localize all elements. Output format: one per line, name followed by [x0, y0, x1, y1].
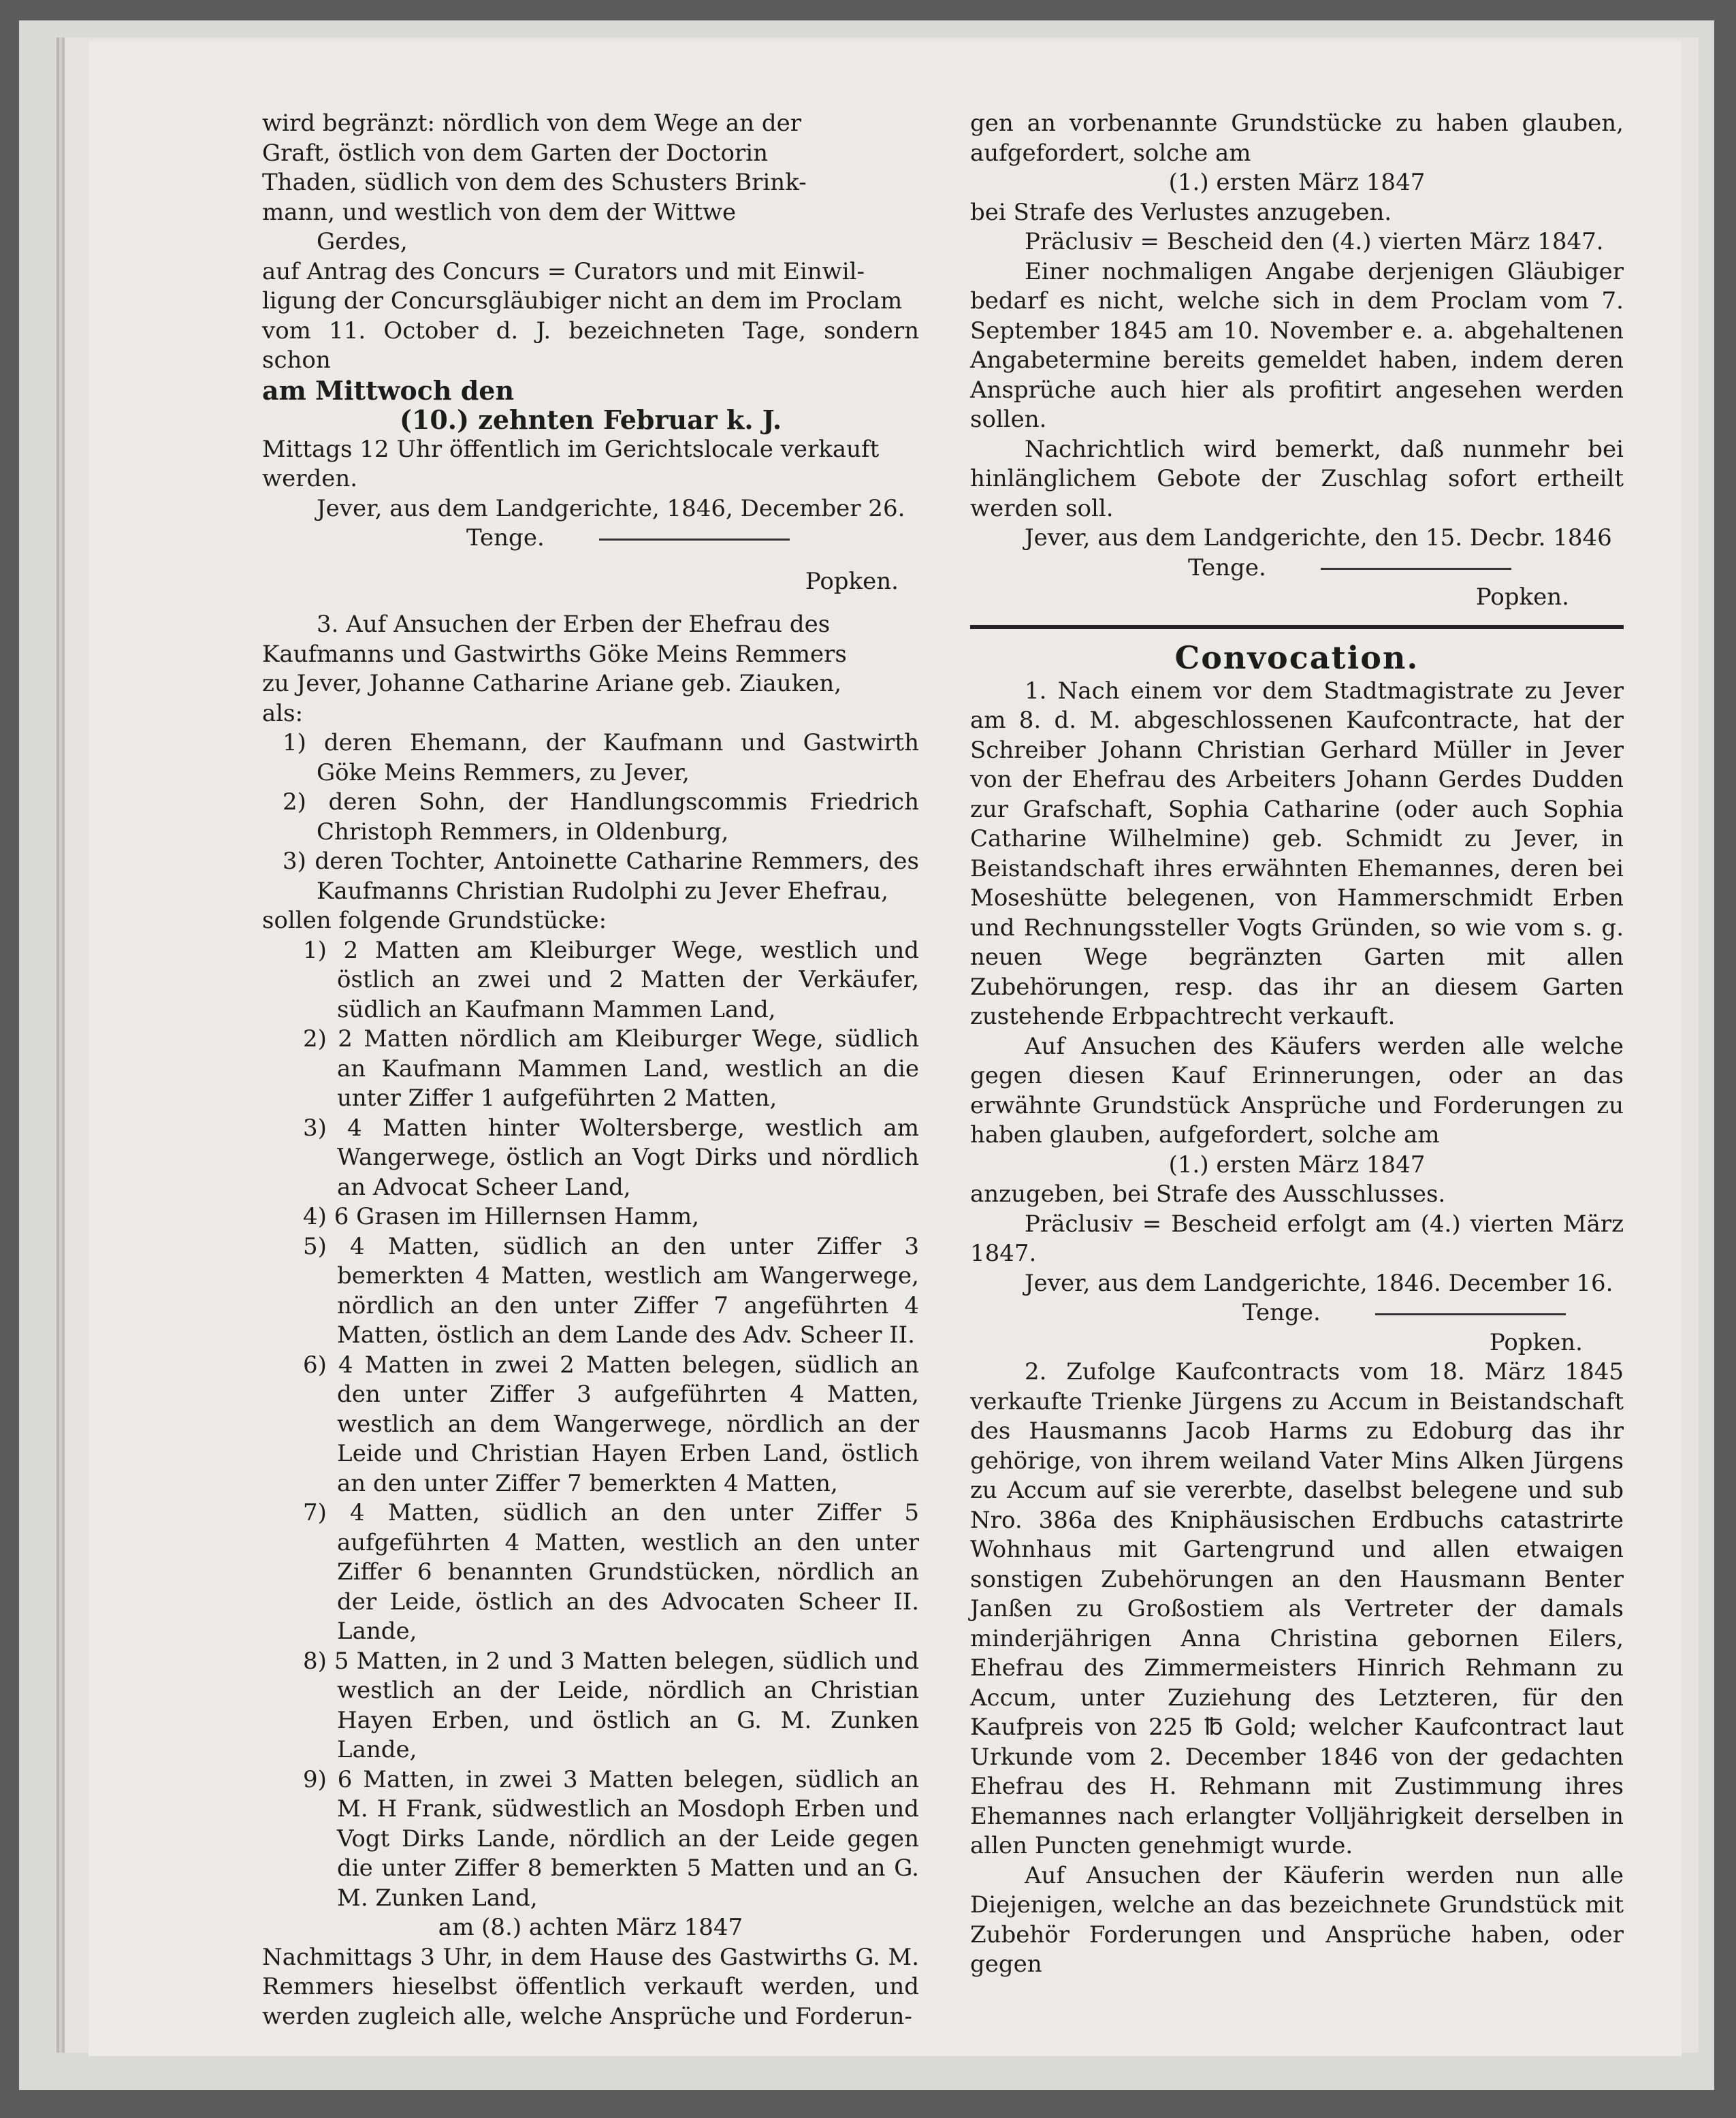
paragraph: 2. Zufolge Kaufcontracts vom 18. März 1845 verkaufte Trienke Jürgens zu Accum in Beistandschaft des Hausmanns Jacob Harms zu Edoburg das ihr gehörige, von ihrem weiland Vater Mins Alken Jürgens zu Accum auf sie vererbte, daselbst belegene und sub Nro. 386a des Kniphäusischen Erdbuchs catastrirte Wohnhaus mit Gartengrund und allen etwaigen sonstigen Zubehörungen an den Hausmann Benter Janßen zu Großostiem als Vertreter der damals minderjährigen Anna Christina gebornen Eilers, Ehefrau des Zimmermeisters Hinrich Rehmann zu Accum, unter Zuziehung des Letzteren, für den Kaufpreis von 225 ℔ Gold; welcher Kaufcontract laut Urkunde vom 2. December 1846 von der gedachten Ehefrau des H. Rehmann mit Zustimmung ihres Ehemannes nach erlangter Volljährigkeit derselben in allen Puncten genehmigt wurde. [970, 1358, 1624, 1859]
after-date-line: werden. [262, 465, 358, 492]
signature-tenge: Tenge. [970, 1298, 1624, 1328]
paragraph: Nachrichtlich wird bemerkt, daß nunmehr bei hinlänglichem Gebote der Zuschlag sofort ertheilt werden soll. [970, 435, 1624, 522]
signature-place: Jever, aus dem Landgerichte, den 15. Decbr. 1846 [1025, 524, 1612, 551]
section3-line: Kaufmanns und Gastwirths Göke Meins Remmers [262, 640, 847, 668]
closing-text: Nachmittags 3 Uhr, in dem Hause des Gastwirths G. M. Remmers hieselbst öffentlich verkauft werden, und werden zugleich alle, welche Ansprüche und Forderun- [262, 1943, 919, 2030]
intro-line: Graft, östlich von dem Garten der Doctorin [262, 139, 768, 167]
deadline-date: (1.) ersten März 1847 [1168, 169, 1426, 196]
parcel-item: 6) 4 Matten in zwei 2 Matten belegen, südlich an den unter Ziffer 3 aufgeführten 4 Matten, westlich an dem Wangerwege, nördlich an der Leide und Christian Hayen Erben Land, östlich an den unter Ziffer 7 bemerkten 4 Matten, [303, 1351, 919, 1497]
heir-item: 3) deren Tochter, Antoinette Catharine Remmers, des Kaufmanns Christian Rudolphi zu Jever Ehefrau, [283, 848, 919, 905]
parcel-item: 9) 6 Matten, in zwei 3 Matten belegen, südlich an M. H Frank, südwestlich an Mosdoph Erben und Vogt Dirks Lande, nördlich an der Leide gegen die unter Ziffer 8 bemerkten 5 Matten und an G. M. Zunken Land, [303, 1765, 919, 1912]
left-column [262, 109, 919, 2032]
signature-rule [1321, 568, 1511, 570]
signature-rule [599, 539, 790, 541]
signature-popken: Popken. [1489, 1328, 1583, 1356]
section3-line: als: [262, 699, 304, 727]
paragraph: Auf Ansuchen der Käuferin werden nun alle Diejenigen, welche an das bezeichnete Grundstück mit Zubehör Forderungen und Ansprüche haben, oder gegen [970, 1861, 1624, 1978]
praeclusiv-line: Präclusiv = Bescheid den (4.) vierten März 1847. [1025, 228, 1604, 255]
paragraph: Einer nochmaligen Angabe derjenigen Gläubiger bedarf es nicht, welche sich in dem Proclam vom 7. September 1845 am 10. November e. a. abgehaltenen Angabetermine bereits gemeldet haben, indem deren Ansprüche auch hier als profitirt angesehen werden sollen. [970, 257, 1624, 433]
parcels-intro: sollen folgende Grundstücke: [262, 907, 607, 934]
intro-line: auf Antrag des Concurs = Curators und mit Einwil- [262, 257, 865, 285]
intro-line: ligung der Concursgläubiger nicht an dem im Proclam [262, 287, 903, 315]
parcel-item: 8) 5 Matten, in 2 und 3 Matten belegen, südlich und westlich an der Leide, nördlich an Christian Hayen Erben, und östlich an G. M. Zunken Lande, [303, 1647, 919, 1763]
parcel-item: 5) 4 Matten, südlich an den unter Ziffer 3 bemerkten 4 Matten, westlich am Wangerwege, nördlich an den unter Ziffer 7 angeführten 4 Matten, östlich an dem Lande des Adv. Scheer II. [303, 1232, 919, 1349]
parcel-item: 3) 4 Matten hinter Woltersberge, westlich am Wangerwege, östlich an Vogt Dirks und nördlich an Advocat Scheer Land, [303, 1114, 919, 1201]
signature-rule [1375, 1313, 1566, 1315]
deadline-date: (1.) ersten März 1847 [1168, 1151, 1426, 1178]
intro-line: Gerdes, [317, 228, 408, 255]
paragraph: 1. Nach einem vor dem Stadtmagistrate zu Jever am 8. d. M. abgeschlossenen Kaufcontracte, hat der Schreiber Johann Christian Gerhard Müller in Jever von der Ehefrau des Arbeiters Johann Gerdes Dudden zur Grafschaft, Sophia Catharine (oder auch Sophia Catharine Wilhelmine) geb. Schmidt zu Jever, in Beistandschaft ihres erwähnten Ehemannes, deren bei Moseshütte belegenen, von Hammerschmidt Erben und Rechnungssteller Vogts Gründen, so wie vom s. g. neuen Wege begränzten Garten mit allen Zubehörungen, resp. das ihr an diesem Garten zustehende Erbpachtrecht verkauft. [970, 677, 1624, 1030]
section-divider [970, 625, 1624, 629]
signature-popken: Popken. [1475, 583, 1569, 611]
after-date-line: Mittags 12 Uhr öffentlich im Gerichtslocale verkauft [262, 435, 880, 463]
parcel-item: 1) 2 Matten am Kleiburger Wege, westlich und östlich an zwei und 2 Matten der Verkäufer, südlich an Kaufmann Mammen Land, [303, 936, 919, 1023]
paragraph: Auf Ansuchen des Käufers werden alle welche gegen diesen Kauf Erinnerungen, oder an das erwähnte Grundstück Ansprüche und Forderungen zu haben glauben, aufgefordert, solche am [970, 1032, 1624, 1149]
intro-line: vom 11. October d. J. bezeichneten Tage, sondern schon [262, 317, 919, 374]
intro-line: wird begränzt: nördlich von dem Wege an der [262, 110, 802, 137]
signature-popken: Popken. [805, 567, 899, 595]
heir-item: 1) deren Ehemann, der Kaufmann und Gastwirth Göke Meins Remmers, zu Jever, [283, 729, 919, 786]
signature-tenge: Tenge. [262, 524, 919, 553]
signature-tenge: Tenge. [970, 553, 1624, 583]
section-title: Convocation. [1174, 639, 1419, 676]
heir-item: 2) deren Sohn, der Handlungscommis Friedrich Christoph Remmers, in Oldenburg, [283, 788, 919, 846]
parcel-item: 4) 6 Grasen im Hillernsen Hamm, [303, 1203, 700, 1230]
section3-line: zu Jever, Johanne Catharine Ariane geb. Ziauken, [262, 670, 842, 697]
continued-text: gen an vorbenannte Grundstücke zu haben glauben, aufgefordert, solche am [970, 110, 1624, 167]
penalty-line: anzugeben, bei Strafe des Ausschlusses. [970, 1181, 1446, 1208]
parcel-item: 2) 2 Matten nördlich am Kleiburger Wege, südlich an Kaufmann Mammen Land, westlich an die unter Ziffer 1 aufgeführten 2 Matten, [303, 1025, 919, 1112]
sale-date: am (8.) achten März 1847 [438, 1914, 743, 1941]
intro-line: am Mittwoch den [262, 374, 515, 406]
parcel-item: 7) 4 Matten, südlich an den unter Ziffer 5 aufgeführten 4 Matten, westlich an den unter Ziffer 6 benannten Grundstücken, nördlich an der Leide, östlich an des Advocaten Scheer II. Lande, [303, 1499, 919, 1645]
intro-line: mann, und westlich von dem der Wittwe [262, 198, 737, 226]
section3-line: 3. Auf Ansuchen der Erben der Ehefrau des [317, 611, 831, 638]
penalty-line: bei Strafe des Verlustes anzugeben. [970, 198, 1392, 226]
auction-date: (10.) zehnten Februar k. J. [399, 404, 782, 435]
praeclusiv-line: Präclusiv = Bescheid erfolgt am (4.) vierten März 1847. [970, 1210, 1624, 1267]
intro-line: Thaden, südlich von dem des Schusters Brink- [262, 169, 807, 196]
right-column [970, 109, 1624, 1980]
signature-place: Jever, aus dem Landgerichte, 1846. December 16. [1025, 1269, 1613, 1297]
signature-place: Jever, aus dem Landgerichte, 1846, December 26. [317, 494, 905, 522]
